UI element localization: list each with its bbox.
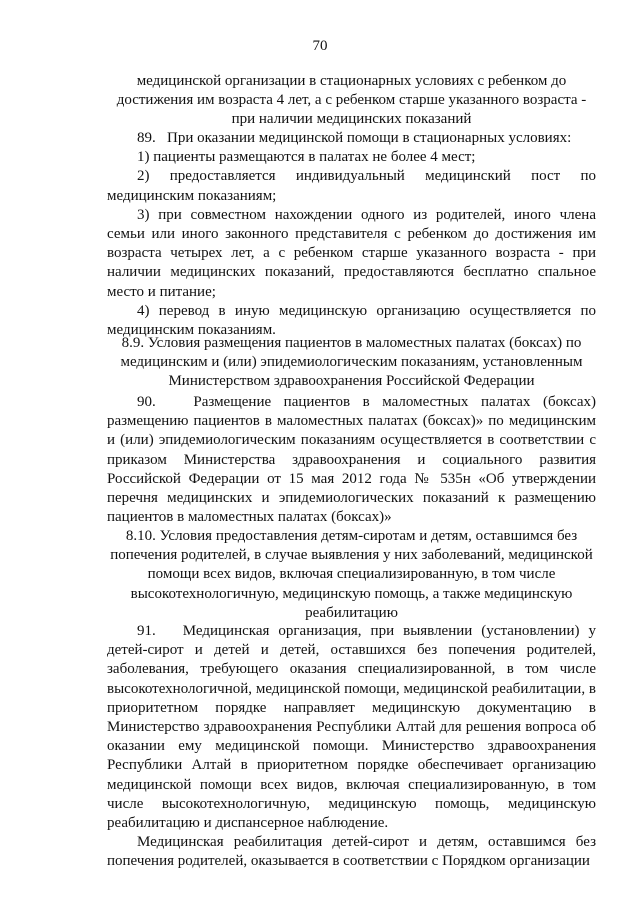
paragraph-rehab-text: Медицинская реабилитация детей-сирот и детям, оставшимся без попечения родителей, оказывается в соответствии с Порядком организации bbox=[107, 834, 596, 870]
paragraph-90 bbox=[107, 393, 596, 527]
paragraph-89-item-2: 2) предоставляется индивидуальный медицинский пост по медицинским показаниям; bbox=[107, 168, 596, 204]
intro-paragraph: медицинской организации в стационарных условиях с ребенком до достижения им возраста 4 лет, а с ребенком старше указанного возраста - при наличии медицинских показаний bbox=[116, 73, 587, 128]
section-8-10-heading bbox=[107, 527, 596, 623]
paragraph-91 bbox=[107, 622, 596, 872]
section-8-9-heading bbox=[107, 334, 596, 392]
paragraph-89-item-1: 1) пациенты размещаются в палатах не более 4 мест; bbox=[137, 149, 476, 166]
page-number: 70 bbox=[312, 38, 328, 54]
paragraph-89-item-4: 4) перевод в иную медицинскую организацию осуществляется по медицинским показаниям. bbox=[107, 302, 596, 339]
paragraph-89-item-3: 3) при совместном нахождении одного из родителей, иного члена семьи или иного законного представителя с ребенком до достижения им возраста четырех лет, а с ребенком старше указанного возраста - при наличии медицинских показаний, предоставляются бесплатно спальное место и питание; bbox=[107, 206, 596, 300]
paragraph-90-text: 90. Размещение пациентов в маломестных палатах (боксах) размещению пациентов в маломестных палатах (боксах)» по медицинским и (или) эпидемиологическим показаниям осуществляется в соответствии с приказом Министерства здравоохранения и социального развития Российской Федерации от 15 мая 2012 года № 535н «Об утверждении перечня медицинских и эпидемиологических показаний к размещению пациентов в маломестных палатах (боксах)» bbox=[107, 394, 596, 526]
section-8-9-title: 8.9. Условия размещения пациентов в маломестных палатах (боксах) по медицинским и (или) эпидемиологическим показаниям, установленным Министерством здравоохранения Российской Федерации bbox=[120, 335, 583, 390]
section-8-10-title: 8.10. Условия предоставления детям-сиротам и детям, оставшимся без попечения родителей, в случае выявления у них заболеваний, медицинской помощи всех видов, включая специализированную, в том числе высокотехнологичную, медицинскую помощь, а также медицинскую реабилитацию bbox=[110, 528, 593, 621]
paragraph-89 bbox=[107, 129, 596, 340]
intro-text bbox=[107, 72, 596, 130]
paragraph-91-text: 91. Медицинская организация, при выявлении (установлении) у детей-сирот и детей и детей, оставшихся без попечения родителей, заболевания, требующего оказания специализированной, в том числе высокотехнологичной, медицинской помощи, медицинской реабилитации, в приоритетном порядке направляет медицинскую документацию в Министерство здравоохранения Республики Алтай для решения вопроса об оказании ему медицинской помощи. Министерство здравоохранения Республики Алтай в приоритетном порядке обеспечивает организацию медицинской помощи всех видов, включая специализированную, в том числе высокотехнологичную, медицинскую помощь, медицинскую реабилитацию и диспансерное наблюдение. bbox=[107, 623, 596, 832]
paragraph-89-lead: 89. При оказании медицинской помощи в стационарных условиях: bbox=[137, 130, 572, 146]
